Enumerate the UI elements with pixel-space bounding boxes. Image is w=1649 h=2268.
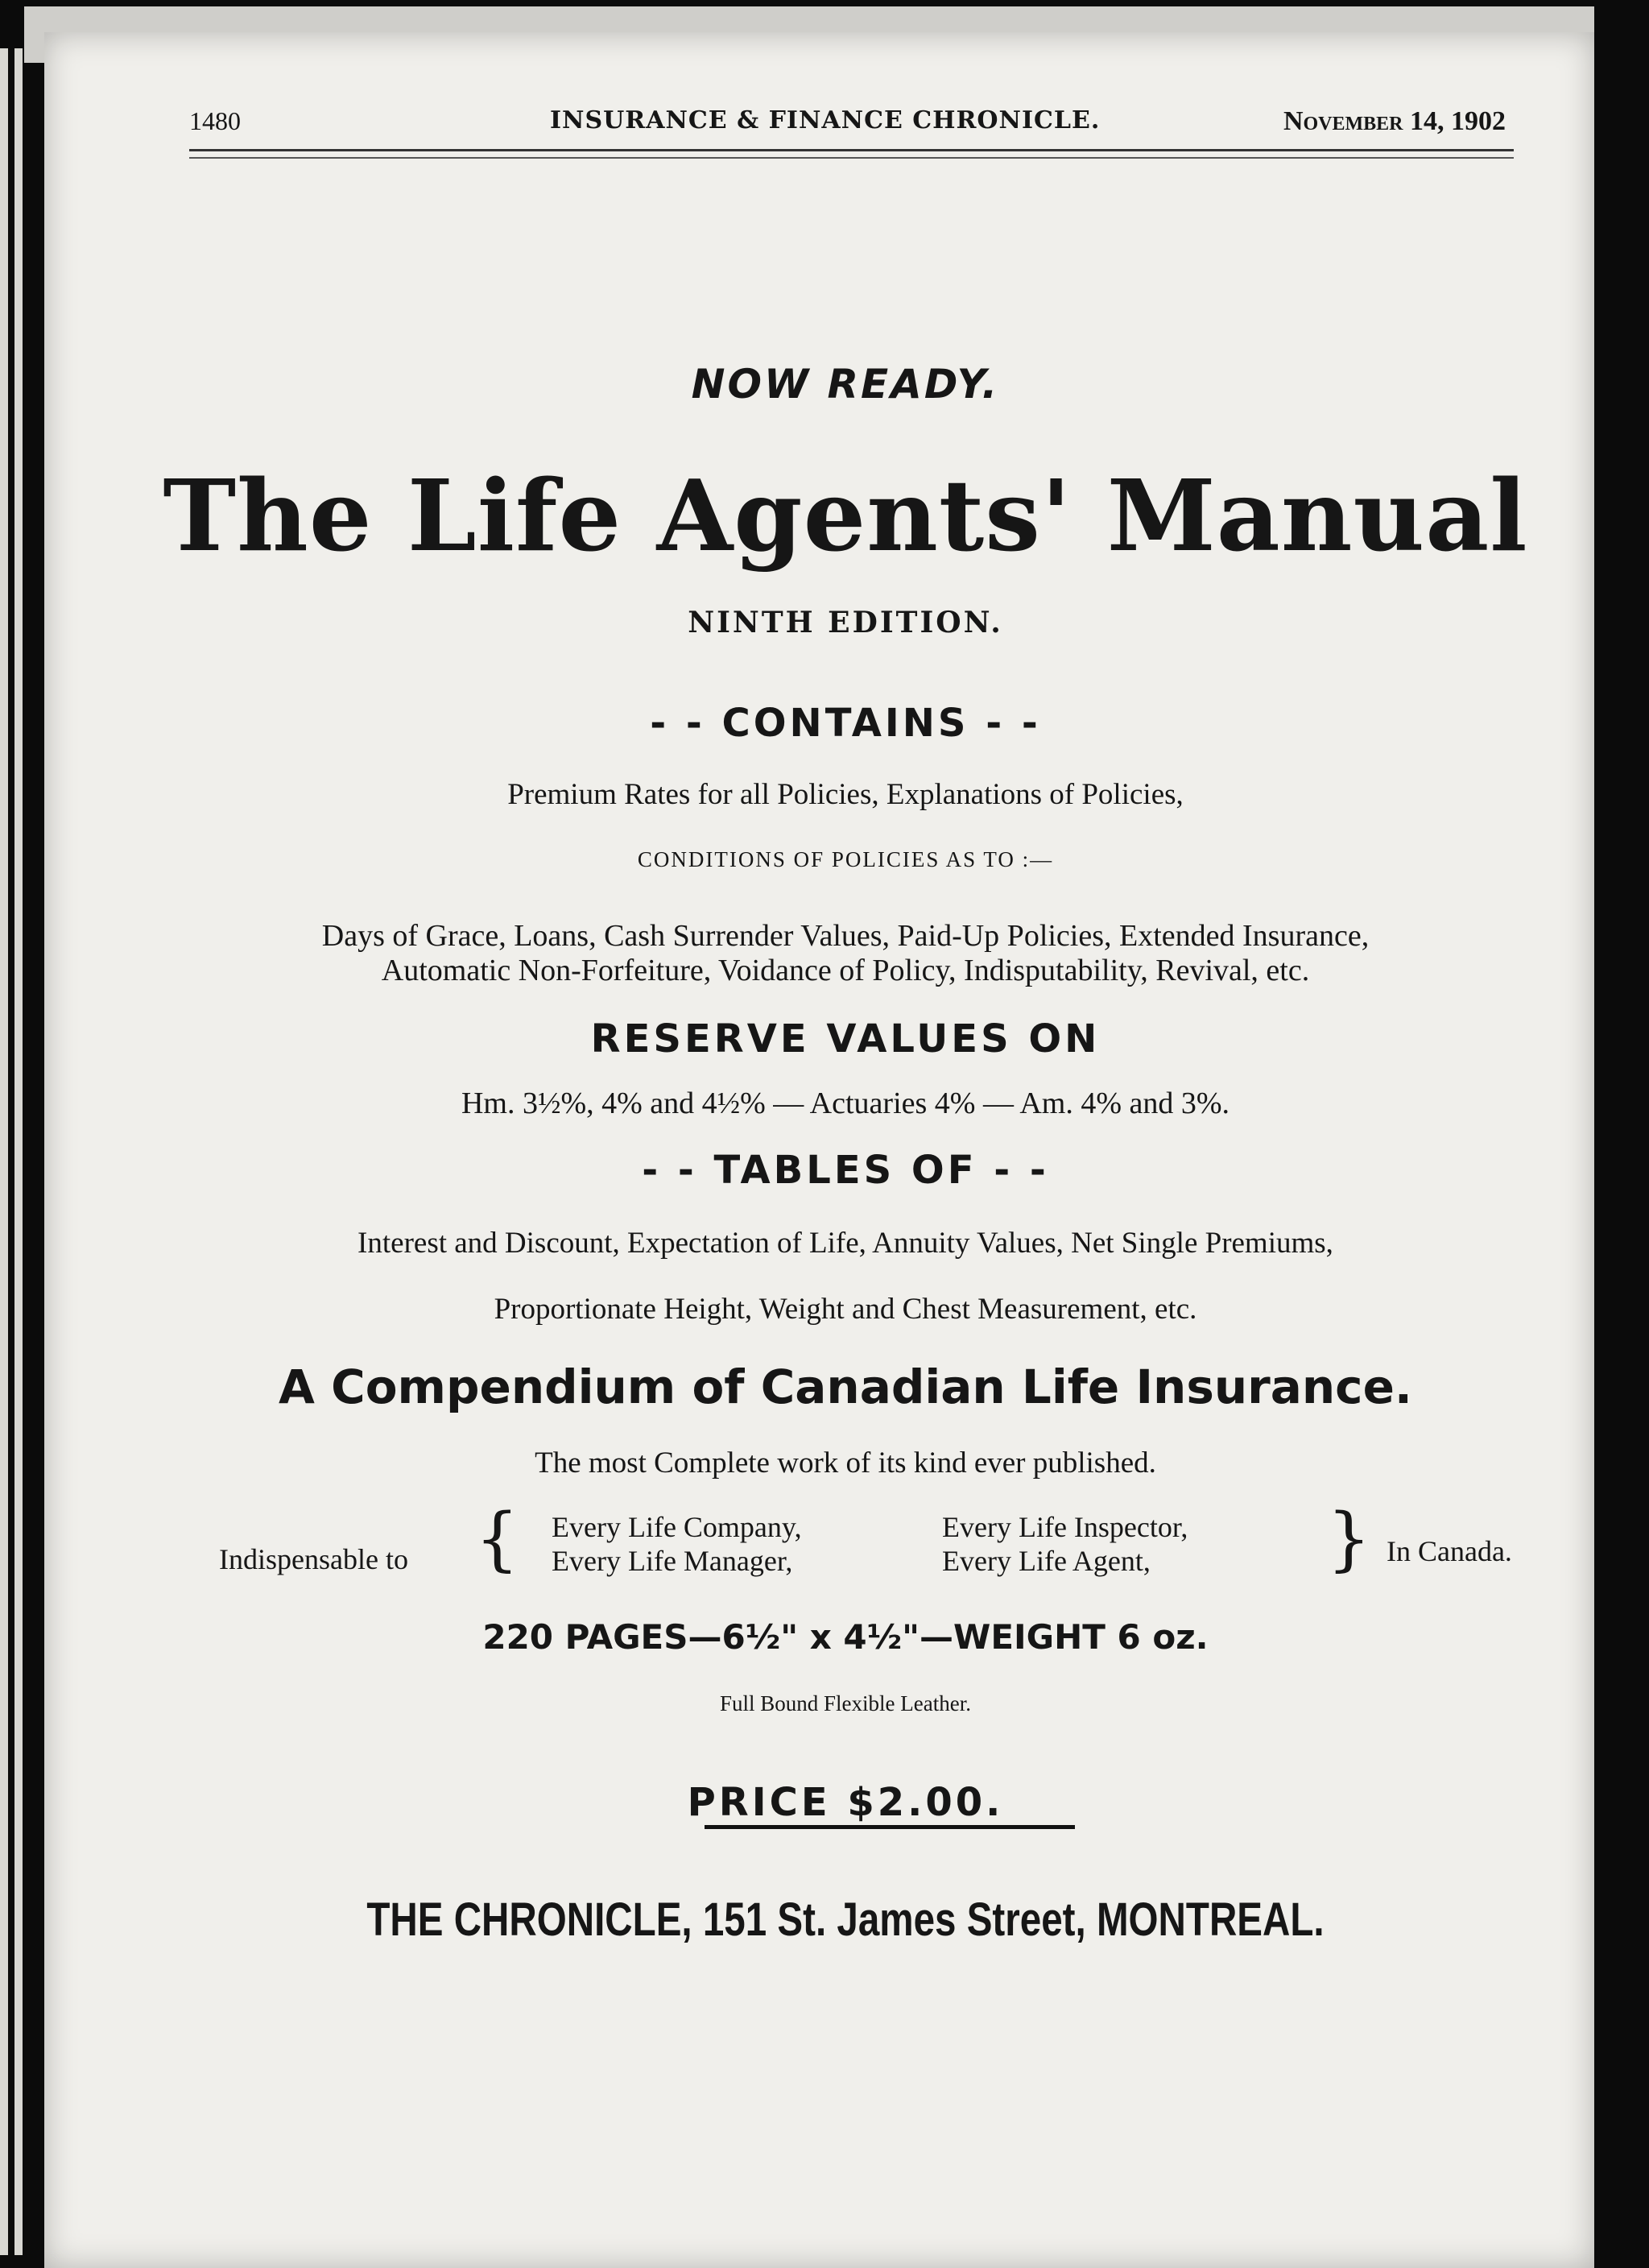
edition-label: NINTH EDITION.	[688, 606, 1003, 639]
publication-title: INSURANCE & FINANCE CHRONICLE.	[550, 106, 1101, 135]
conditions-list-2: Automatic Non-Forfeiture, Voidance of Policy, Indisputability, Revival, etc.	[381, 954, 1310, 987]
header-rule	[189, 149, 1514, 151]
page-header	[145, 106, 1506, 139]
page-number: 1480	[189, 106, 241, 135]
indispensable-block	[209, 1499, 1554, 1583]
tables-line-2: Proportionate Height, Weight and Chest Measurement, etc.	[494, 1293, 1197, 1326]
premium-line: Premium Rates for all Policies, Explanations of Policies,	[507, 778, 1184, 811]
in-canada-label: In Canada.	[1387, 1535, 1512, 1567]
right-brace: }	[1327, 1499, 1371, 1579]
most-complete-line: The most Complete work of its kind ever published.	[535, 1446, 1156, 1480]
audience-manager: Every Life Manager,	[552, 1545, 793, 1577]
publisher-address: THE CHRONICLE, 151 St. James Street, MONTREAL.	[366, 1893, 1325, 1946]
audience-inspector: Every Life Inspector,	[942, 1511, 1188, 1543]
issue-date: November 14, 1902	[1283, 106, 1506, 136]
audience-agent: Every Life Agent,	[942, 1545, 1151, 1577]
audience-company: Every Life Company,	[552, 1511, 802, 1543]
price-label: PRICE $2.00.	[687, 1780, 1004, 1825]
left-page-edge-2	[14, 48, 23, 2255]
header-rule-2	[189, 157, 1514, 159]
compendium-heading: A Compendium of Canadian Life Insurance.	[279, 1360, 1412, 1414]
reserve-line: Hm. 3½%, 4% and 4½% — Actuaries 4% — Am. 4% and 3%.	[461, 1086, 1230, 1120]
ad-title: The Life Agents' Manual	[163, 457, 1528, 573]
indispensable-label: Indispensable to	[219, 1543, 408, 1575]
left-page-edge	[0, 48, 8, 2255]
price-underline	[705, 1825, 1075, 1829]
tables-heading: - - TABLES OF - -	[642, 1148, 1049, 1193]
tables-line-1: Interest and Discount, Expectation of Life, Annuity Values, Net Single Premiums,	[357, 1227, 1333, 1260]
contains-heading: - - CONTAINS - -	[650, 701, 1041, 746]
reserve-heading: RESERVE VALUES ON	[590, 1016, 1101, 1062]
left-brace: {	[475, 1499, 519, 1579]
pages-line: 220 PAGES—6½" x 4½"—WEIGHT 6 oz.	[482, 1617, 1209, 1657]
conditions-line: CONDITIONS OF POLICIES AS TO :—	[637, 847, 1054, 871]
conditions-list-1: Days of Grace, Loans, Cash Surrender Values, Paid-Up Policies, Extended Insurance,	[321, 919, 1370, 953]
now-ready-banner: NOW READY.	[691, 361, 1000, 408]
binding-line: Full Bound Flexible Leather.	[720, 1691, 971, 1715]
